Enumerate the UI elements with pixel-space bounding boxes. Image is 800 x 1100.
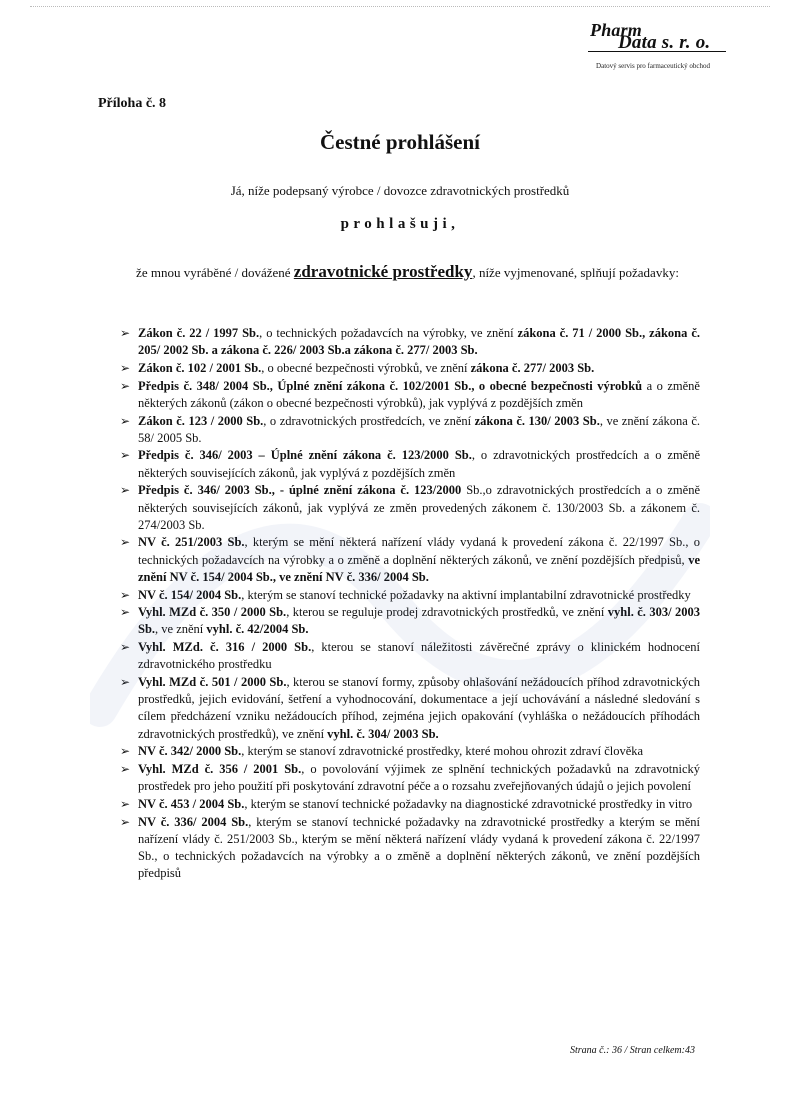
legislation-item bbox=[120, 604, 700, 638]
legislation-item bbox=[120, 796, 700, 813]
logo-underline bbox=[588, 51, 726, 52]
legislation-ref: Zákon č. 102 / 2001 Sb. bbox=[138, 360, 262, 375]
statement-emphasis: zdravotnické prostředky bbox=[293, 262, 473, 281]
legislation-text: , kterým se stanoví technické požadavky na diagnostické zdravotnické prostředky in vitro bbox=[244, 796, 693, 811]
legislation-ref: zákona č. 277/ 2003 Sb. bbox=[470, 360, 595, 375]
legislation-text: , kterým se mění některá nařízení vlády vydaná k provedení zákona č. 22/1997 Sb., o technických požadavcích na výrobky a o změně a doplnění některých zákonů, ve znění pozdějších předpisů, bbox=[138, 535, 700, 567]
page-title: Čestné prohlášení bbox=[319, 130, 481, 154]
legislation-text: a o změně některých zákonů (zákon o obecné bezpečnosti výrobků), jak vyplývá z pozdějších změn bbox=[138, 378, 700, 410]
legislation-item bbox=[120, 743, 700, 760]
legislation-text: , kterým se stanoví zdravotnické prostředky, které mohou ohrozit zdraví člověka bbox=[241, 744, 644, 759]
arrow-bullet-icon: ➢ bbox=[120, 326, 131, 340]
arrow-bullet-icon: ➢ bbox=[120, 814, 131, 829]
legislation-text: , kterou se stanoví formy, způsoby ohlašování nežádoucích příhod zdravotnických prostředků, jejich evidování, šetření a vyhodnocování, dokumentace a její uchovávání a následné sledování s cílem předcházení vzniku nežádoucích příhod, zejména jejich opakování (vyhláška o nežádoucích příhodách zdravotnických prostředků), ve znění bbox=[138, 675, 700, 741]
logo-wordmark bbox=[578, 20, 728, 54]
legislation-ref: Vyhl. MZd. č. 316 / 2000 Sb. bbox=[138, 640, 312, 655]
legislation-ref: NV č. 342/ 2000 Sb. bbox=[138, 744, 242, 759]
top-border bbox=[30, 6, 770, 7]
legislation-item bbox=[120, 413, 700, 447]
legislation-item bbox=[120, 482, 700, 534]
legislation-text: , ve znění bbox=[155, 622, 207, 637]
arrow-bullet-icon: ➢ bbox=[120, 744, 131, 759]
legislation-ref: vyhl. č. 303/ 2003 Sb. bbox=[138, 605, 700, 637]
legislation-text: , o technických požadavcích na výrobky, ve znění bbox=[259, 326, 518, 340]
legislation-text: , o obecné bezpečnosti výrobků, ve znění bbox=[261, 360, 471, 375]
arrow-bullet-icon: ➢ bbox=[120, 378, 131, 393]
logo-word-pharm: Pharm bbox=[590, 20, 643, 40]
legislation-ref: Vyhl. MZd č. 356 / 2001 Sb. bbox=[138, 762, 302, 777]
legislation-item bbox=[120, 447, 700, 481]
intro-line: Já, níže podepsaný výrobce / dovozce zdravotnických prostředků bbox=[230, 183, 570, 198]
legislation-ref: NV č. 251/2003 Sb. bbox=[138, 535, 245, 550]
legislation-list bbox=[120, 325, 700, 883]
logo-tagline: Datový servis pro farmaceutický obchod bbox=[596, 62, 710, 70]
legislation-ref: NV č. 154/ 2004 Sb. bbox=[138, 587, 242, 602]
arrow-bullet-icon: ➢ bbox=[120, 796, 131, 811]
legislation-text: , kterou se reguluje prodej zdravotnických prostředků, ve znění bbox=[286, 605, 608, 620]
legislation-ref: Vyhl. MZd č. 350 / 2000 Sb. bbox=[138, 605, 287, 620]
legislation-ref: vyhl. č. 304/ 2003 Sb. bbox=[327, 726, 439, 741]
statement-before: že mnou vyráběné / dovážené bbox=[136, 265, 291, 280]
legislation-item bbox=[120, 534, 700, 586]
legislation-item bbox=[120, 761, 700, 795]
legislation-item bbox=[120, 325, 700, 359]
legislation-text: , ve znění zákona č. 58/ 2005 Sb. bbox=[138, 413, 700, 445]
legislation-item bbox=[120, 814, 700, 883]
arrow-bullet-icon: ➢ bbox=[120, 640, 131, 655]
legislation-ref: Zákon č. 22 / 1997 Sb. bbox=[138, 326, 260, 340]
arrow-bullet-icon: ➢ bbox=[120, 605, 131, 620]
arrow-bullet-icon: ➢ bbox=[120, 587, 131, 602]
legislation-text: , o zdravotnických prostředcích, ve znění bbox=[263, 413, 475, 428]
legislation-ref: zákona č. 130/ 2003 Sb. bbox=[474, 413, 600, 428]
legislation-item bbox=[120, 378, 700, 412]
legislation-text: , kterým se stanoví technické požadavky na zdravotnické prostředky a kterým se mění nařízení vlády č. 251/2003 Sb., kterým se mění některá nařízení vlády vydaná k provedení zákona č. 22/1997 Sb., o technických požadavcích na výrobky a o změně a doplnění některých zákonů, ve znění pozdějších předpisů bbox=[138, 814, 700, 881]
legislation-item bbox=[120, 639, 700, 673]
arrow-bullet-icon: ➢ bbox=[120, 675, 131, 690]
legislation-text: , kterou se stanoví náležitosti závěrečné zprávy o klinickém hodnocení zdravotnického prostředku bbox=[138, 640, 700, 672]
arrow-bullet-icon: ➢ bbox=[120, 535, 131, 550]
arrow-bullet-icon: ➢ bbox=[120, 448, 131, 463]
legislation-ref: Vyhl. MZd č. 501 / 2000 Sb. bbox=[138, 675, 287, 690]
legislation-ref: NV č. 453 / 2004 Sb. bbox=[138, 796, 245, 811]
legislation-ref: vyhl. č. 42/2004 Sb. bbox=[206, 622, 309, 637]
legislation-text: , o povolování výjimek ze splnění technických požadavků na zdravotnický prostředek pro jeho použití při poskytování zdravotní péče a o rozsahu zveřejňovaných údajů o jejich povolení bbox=[138, 762, 700, 794]
arrow-bullet-icon: ➢ bbox=[120, 413, 131, 428]
legislation-ref: NV č. 336/ 2004 Sb. bbox=[138, 814, 249, 829]
legislation-ref: Předpis č. 346/ 2003 Sb., - úplné znění zákona č. 123/2000 bbox=[138, 483, 462, 498]
statement-after: , níže vyjmenované, splňují požadavky: bbox=[472, 265, 679, 280]
arrow-bullet-icon: ➢ bbox=[120, 360, 131, 375]
annex-label: Příloha č. 8 bbox=[98, 96, 167, 111]
legislation-text: , o zdravotnických prostředcích a o změně některých souvisejících zákonů, jak vyplývá z pozdějších změn bbox=[138, 448, 701, 480]
legislation-item bbox=[120, 587, 700, 604]
arrow-bullet-icon: ➢ bbox=[120, 483, 131, 498]
page-footer: Strana č.: 36 / Stran celkem:43 bbox=[570, 1045, 695, 1056]
legislation-text: , kterým se stanoví technické požadavky na aktivní implantabilní zdravotnické prostředky bbox=[241, 587, 691, 602]
declaration-word: prohlašuji, bbox=[340, 216, 460, 232]
legislation-ref: ve znění NV č. 154/ 2004 Sb., ve znění NV č. 336/ 2004 Sb. bbox=[138, 552, 700, 584]
legislation-ref: Zákon č. 123 / 2000 Sb. bbox=[138, 413, 264, 428]
legislation-item bbox=[120, 674, 700, 743]
legislation-ref: Předpis č. 346/ 2003 – Úplné znění zákona č. 123/2000 Sb. bbox=[138, 448, 472, 463]
logo-word-data: Data s. r. o. bbox=[618, 32, 711, 53]
legislation-text: Sb.,o zdravotnických prostředcích a o změně některých souvisejících zákonů, jak vyplývá ze změn provedených zákonem č. 130/2003 Sb. a zákonem č. 274/2003 Sb. bbox=[138, 483, 700, 532]
legislation-item bbox=[120, 360, 700, 377]
legislation-ref: zákona č. 71 / 2000 Sb., zákona č. 205/ 2002 Sb. a zákona č. 226/ 2003 Sb.a zákona č. 277/ 2003 Sb. bbox=[138, 326, 700, 358]
company-logo bbox=[578, 20, 728, 70]
arrow-bullet-icon: ➢ bbox=[120, 762, 131, 777]
statement bbox=[130, 258, 685, 287]
legislation-ref: Předpis č. 348/ 2004 Sb., Úplné znění zákona č. 102/2001 Sb., o obecné bezpečnosti výrobků bbox=[138, 378, 643, 393]
